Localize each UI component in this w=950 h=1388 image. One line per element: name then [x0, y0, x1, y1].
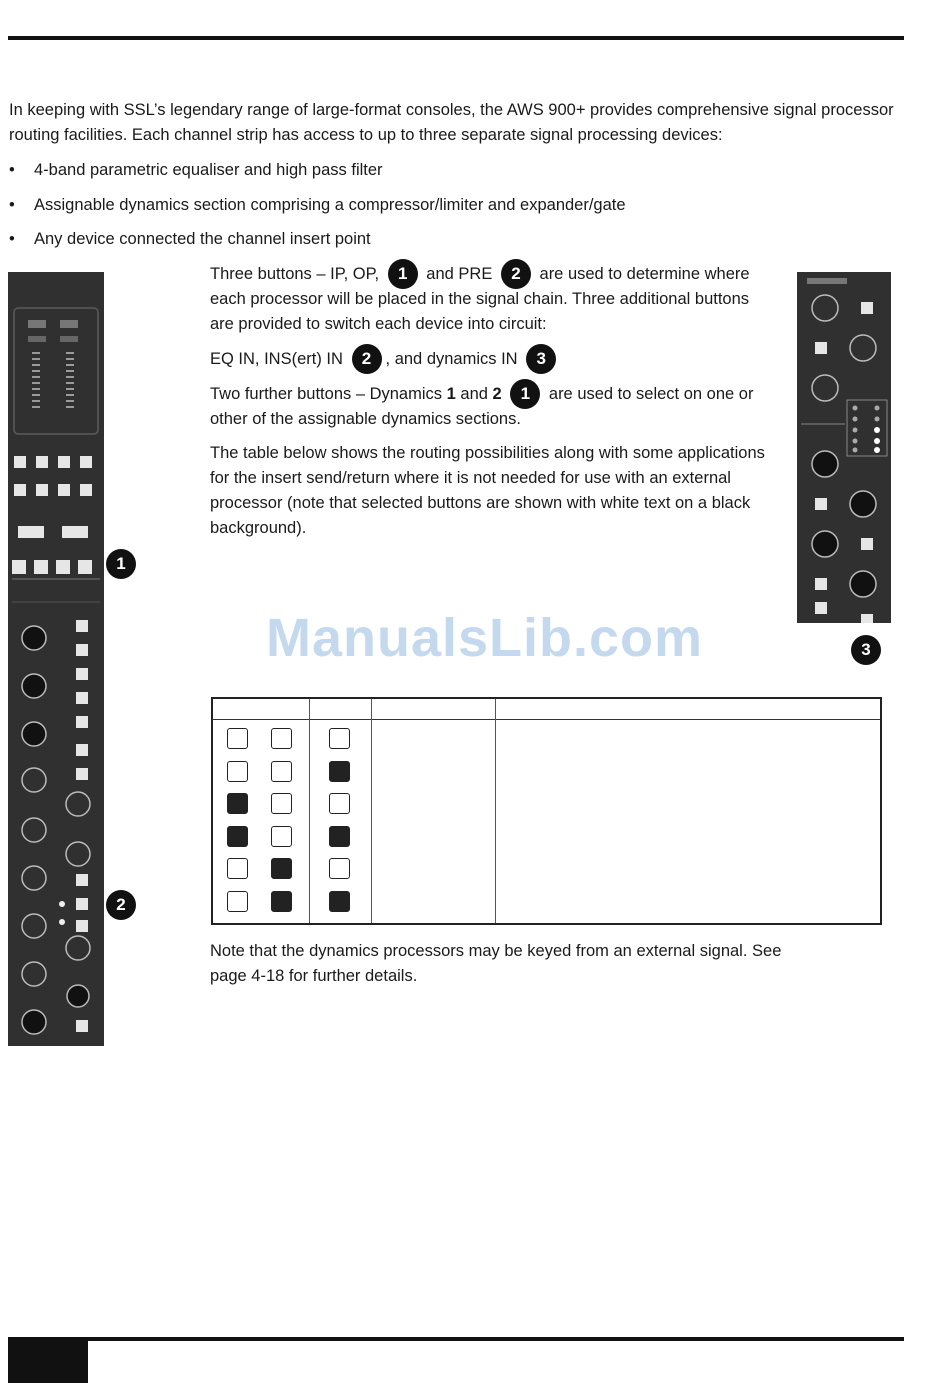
channel-strip-graphic — [8, 272, 104, 1046]
table-button-state — [271, 761, 292, 782]
footer-rule — [8, 1337, 904, 1341]
list-item: • Assignable dynamics section comprising a compressor/limiter and expander/gate — [9, 193, 626, 228]
watermark: ManualsLib.com — [266, 608, 704, 668]
table-button-state — [227, 761, 248, 782]
table-button-state — [329, 891, 350, 912]
para3-bold-2: 2 — [492, 385, 502, 403]
table-button-state — [227, 826, 248, 847]
para1-text-b: and PRE — [426, 265, 493, 283]
para2-text-a: EQ IN, INS(ert) IN — [210, 350, 343, 368]
routing-buttons-paragraph — [210, 262, 770, 337]
para3-text-a: Two further buttons – Dynamics — [210, 385, 443, 403]
table-button-state — [227, 891, 248, 912]
para1-text-a: Three buttons – IP, OP, — [210, 265, 380, 283]
dynamics-section-graphic — [797, 272, 891, 623]
dynamics-section-image — [797, 272, 891, 623]
intro-paragraph: In keeping with SSL’s legendary range of large-format consoles, the AWS 900+ provides comprehensive signal processor routing facilities. Each channel strip has access to up to three separate signal processing devices: — [9, 101, 894, 144]
table-button-state — [271, 793, 292, 814]
list-item: • Any device connected the channel insert point — [9, 227, 626, 262]
table-button-state — [329, 793, 350, 814]
header-rule — [8, 36, 904, 40]
number-marker-2: 2 — [352, 344, 382, 374]
table-button-state — [271, 858, 292, 879]
para3-bold-1: 1 — [446, 385, 456, 403]
dynamics-buttons-paragraph — [210, 382, 770, 432]
table-column-divider — [371, 699, 372, 923]
table-column-divider — [309, 699, 310, 923]
number-marker-2: 2 — [501, 259, 531, 289]
number-marker-3: 3 — [526, 344, 556, 374]
routing-table — [211, 697, 882, 925]
footer-page-block — [8, 1341, 88, 1383]
para3-and: and — [460, 385, 488, 403]
processor-list — [9, 158, 626, 262]
para2-text-b: , and dynamics IN — [385, 350, 518, 368]
table-button-state — [329, 728, 350, 749]
table-button-state — [271, 728, 292, 749]
table-button-state — [227, 728, 248, 749]
table-column-divider — [495, 699, 496, 923]
table-button-state — [227, 793, 248, 814]
callout-3-right: 3 — [851, 635, 881, 665]
table-button-state — [271, 891, 292, 912]
number-marker-1: 1 — [510, 379, 540, 409]
table-button-state — [329, 858, 350, 879]
in-buttons-paragraph — [210, 347, 770, 372]
callout-2-left: 2 — [106, 890, 136, 920]
table-button-state — [329, 761, 350, 782]
number-marker-1: 1 — [388, 259, 418, 289]
list-item: • 4-band parametric equaliser and high pass filter — [9, 158, 626, 193]
table-button-state — [271, 826, 292, 847]
para3-text-c: are used to select on one or other of the assignable dynamics sections. — [210, 385, 754, 428]
para1-text-c: are used to determine where each processor will be placed in the signal chain. Three additional buttons are provided to switch each device into circuit: — [210, 265, 750, 333]
callout-1-left: 1 — [106, 549, 136, 579]
table-button-state — [329, 826, 350, 847]
table-header-rule — [213, 719, 880, 720]
note-paragraph: Note that the dynamics processors may be keyed from an external signal. See page 4-18 for further details. — [210, 942, 782, 985]
table-button-state — [227, 858, 248, 879]
channel-strip-image — [8, 272, 104, 1046]
table-intro-paragraph: The table below shows the routing possibilities along with some applications for the insert send/return where it is not needed for use with an external processor (note that selected buttons are shown with white text on a black background). — [210, 444, 765, 537]
